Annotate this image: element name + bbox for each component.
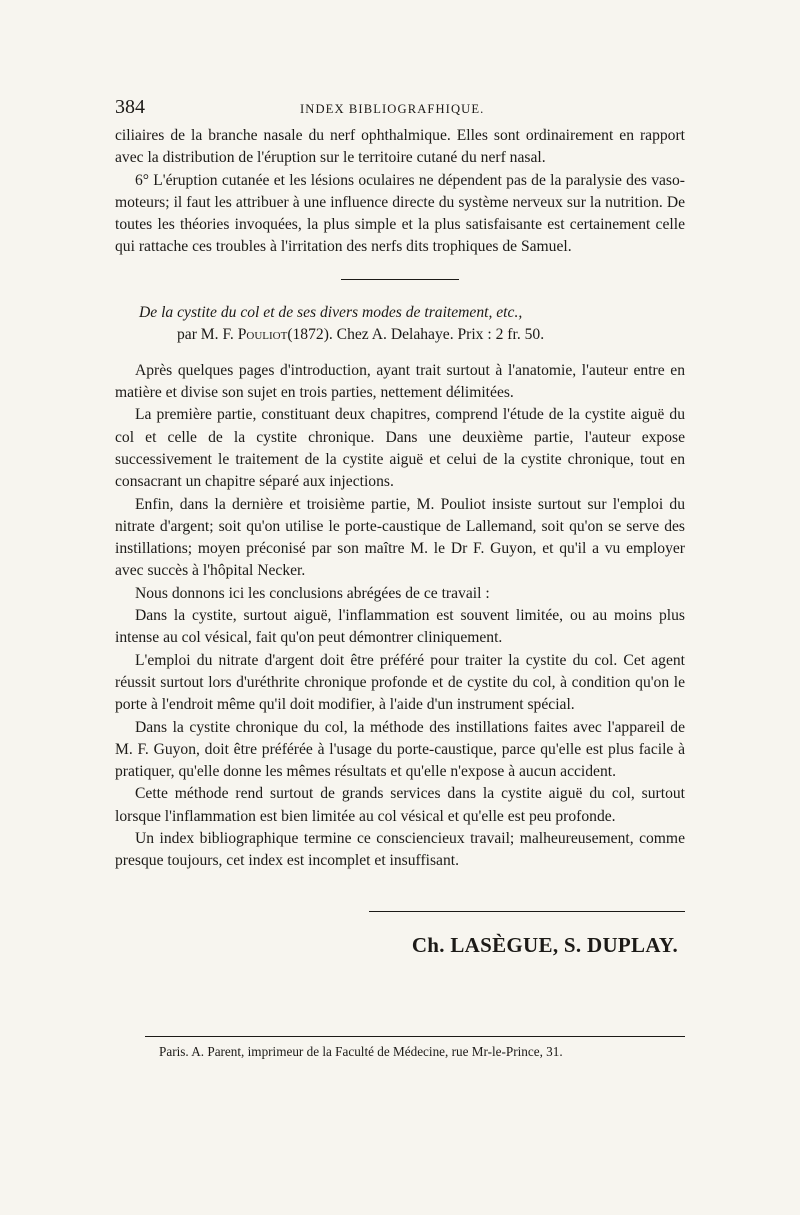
- body-paragraph: La première partie, constituant deux chapitres, comprend l'étude de la cystite aiguë du col et celle de la cystite chronique. Dans une deuxième partie, l'auteur expose successivement le traitement de la cystite aiguë et celui de la cystite chronique, tout en consacrant un chapitre séparé aux injections.: [115, 406, 685, 491]
- reference-by: par M. F.: [177, 325, 234, 343]
- reference-publication: (1872). Chez A. Delahaye. Prix : 2 fr. 50.: [287, 325, 545, 343]
- body-paragraph: L'emploi du nitrate d'argent doit être préféré pour traiter la cystite du col. Cet agent réussit surtout lors d'uréthrite chronique profonde et de cystite du col, à condition qu'on le porte à l'endroit même qu'il doit modifier, à l'aide d'un instrument spécial.: [115, 651, 685, 714]
- bibliographic-reference: [115, 302, 685, 346]
- footer-divider: [145, 1036, 685, 1037]
- reference-details: [115, 324, 685, 346]
- closing-divider: [369, 911, 685, 912]
- body-paragraph: Nous donnons ici les conclusions abrégées de ce travail :: [135, 584, 490, 602]
- continuation-paragraph: 6° L'éruption cutanée et les lésions oculaires ne dépendent pas de la paralysie des vaso-moteurs; il faut les attribuer à une influence directe du système nerveux sur la nutrition. De toutes les théories invoquées, la plus simple et la plus satisfaisante est certainement celle qui rattache ces troubles à l'irritation des nerfs dits trophiques de Samuel.: [115, 171, 685, 256]
- reference-author: Pouliot: [237, 325, 288, 343]
- running-title: INDEX BIBLIOGRAFHIQUE.: [300, 102, 485, 116]
- body-paragraph: Cette méthode rend surtout de grands services dans la cystite aiguë du col, surtout lorsque l'inflammation est bien limitée au col vésical et qu'elle est peu profonde.: [115, 785, 685, 825]
- section-divider: [341, 279, 459, 280]
- body-paragraph: Dans la cystite chronique du col, la méthode des instillations faites avec l'appareil de M. F. Guyon, doit être préférée à l'usage du porte-caustique, parce qu'elle est plus facile à pratiquer, qu'elle donne les mêmes résultats et qu'elle n'expose à aucun accident.: [115, 718, 685, 781]
- body-paragraph: Un index bibliographique termine ce consciencieux travail; malheureusement, comme presque toujours, cet index est incomplet et insuffisant.: [115, 830, 685, 870]
- reference-title: De la cystite du col et de ses divers modes de traitement, etc.,: [139, 303, 523, 321]
- printer-imprint: Paris. A. Parent, imprimeur de la Faculté de Médecine, rue Mr-le-Prince, 31.: [159, 1043, 563, 1059]
- page-header: [115, 95, 685, 125]
- page: [115, 95, 685, 1061]
- body-paragraph: Dans la cystite, surtout aiguë, l'inflammation est souvent limitée, ou au moins plus intense au col vésical, fait qu'on peut démontrer cliniquement.: [115, 607, 685, 647]
- body-paragraph: Après quelques pages d'introduction, ayant trait surtout à l'anatomie, l'auteur entre en matière et divise son sujet en trois parties, nettement délimitées.: [115, 361, 685, 402]
- continuation-paragraph: ciliaires de la branche nasale du nerf ophthalmique. Elles sont ordinairement en rapport avec la distribution de l'éruption sur le territoire cutané du nerf nasal.: [115, 127, 685, 167]
- author-signature: Ch. LASÈGUE, S. DUPLAY.: [411, 932, 678, 957]
- page-number: 384: [115, 96, 145, 118]
- body-paragraph: Enfin, dans la dernière et troisième partie, M. Pouliot insiste surtout sur l'emploi du nitrate d'argent; soit qu'on utilise le porte-caustique de Lallemand, soit qu'on se serve des instillations; moyen préconisé par son maître M. le Dr F. Guyon, et qu'il a vu employer avec succès à l'hôpital Necker.: [115, 495, 685, 580]
